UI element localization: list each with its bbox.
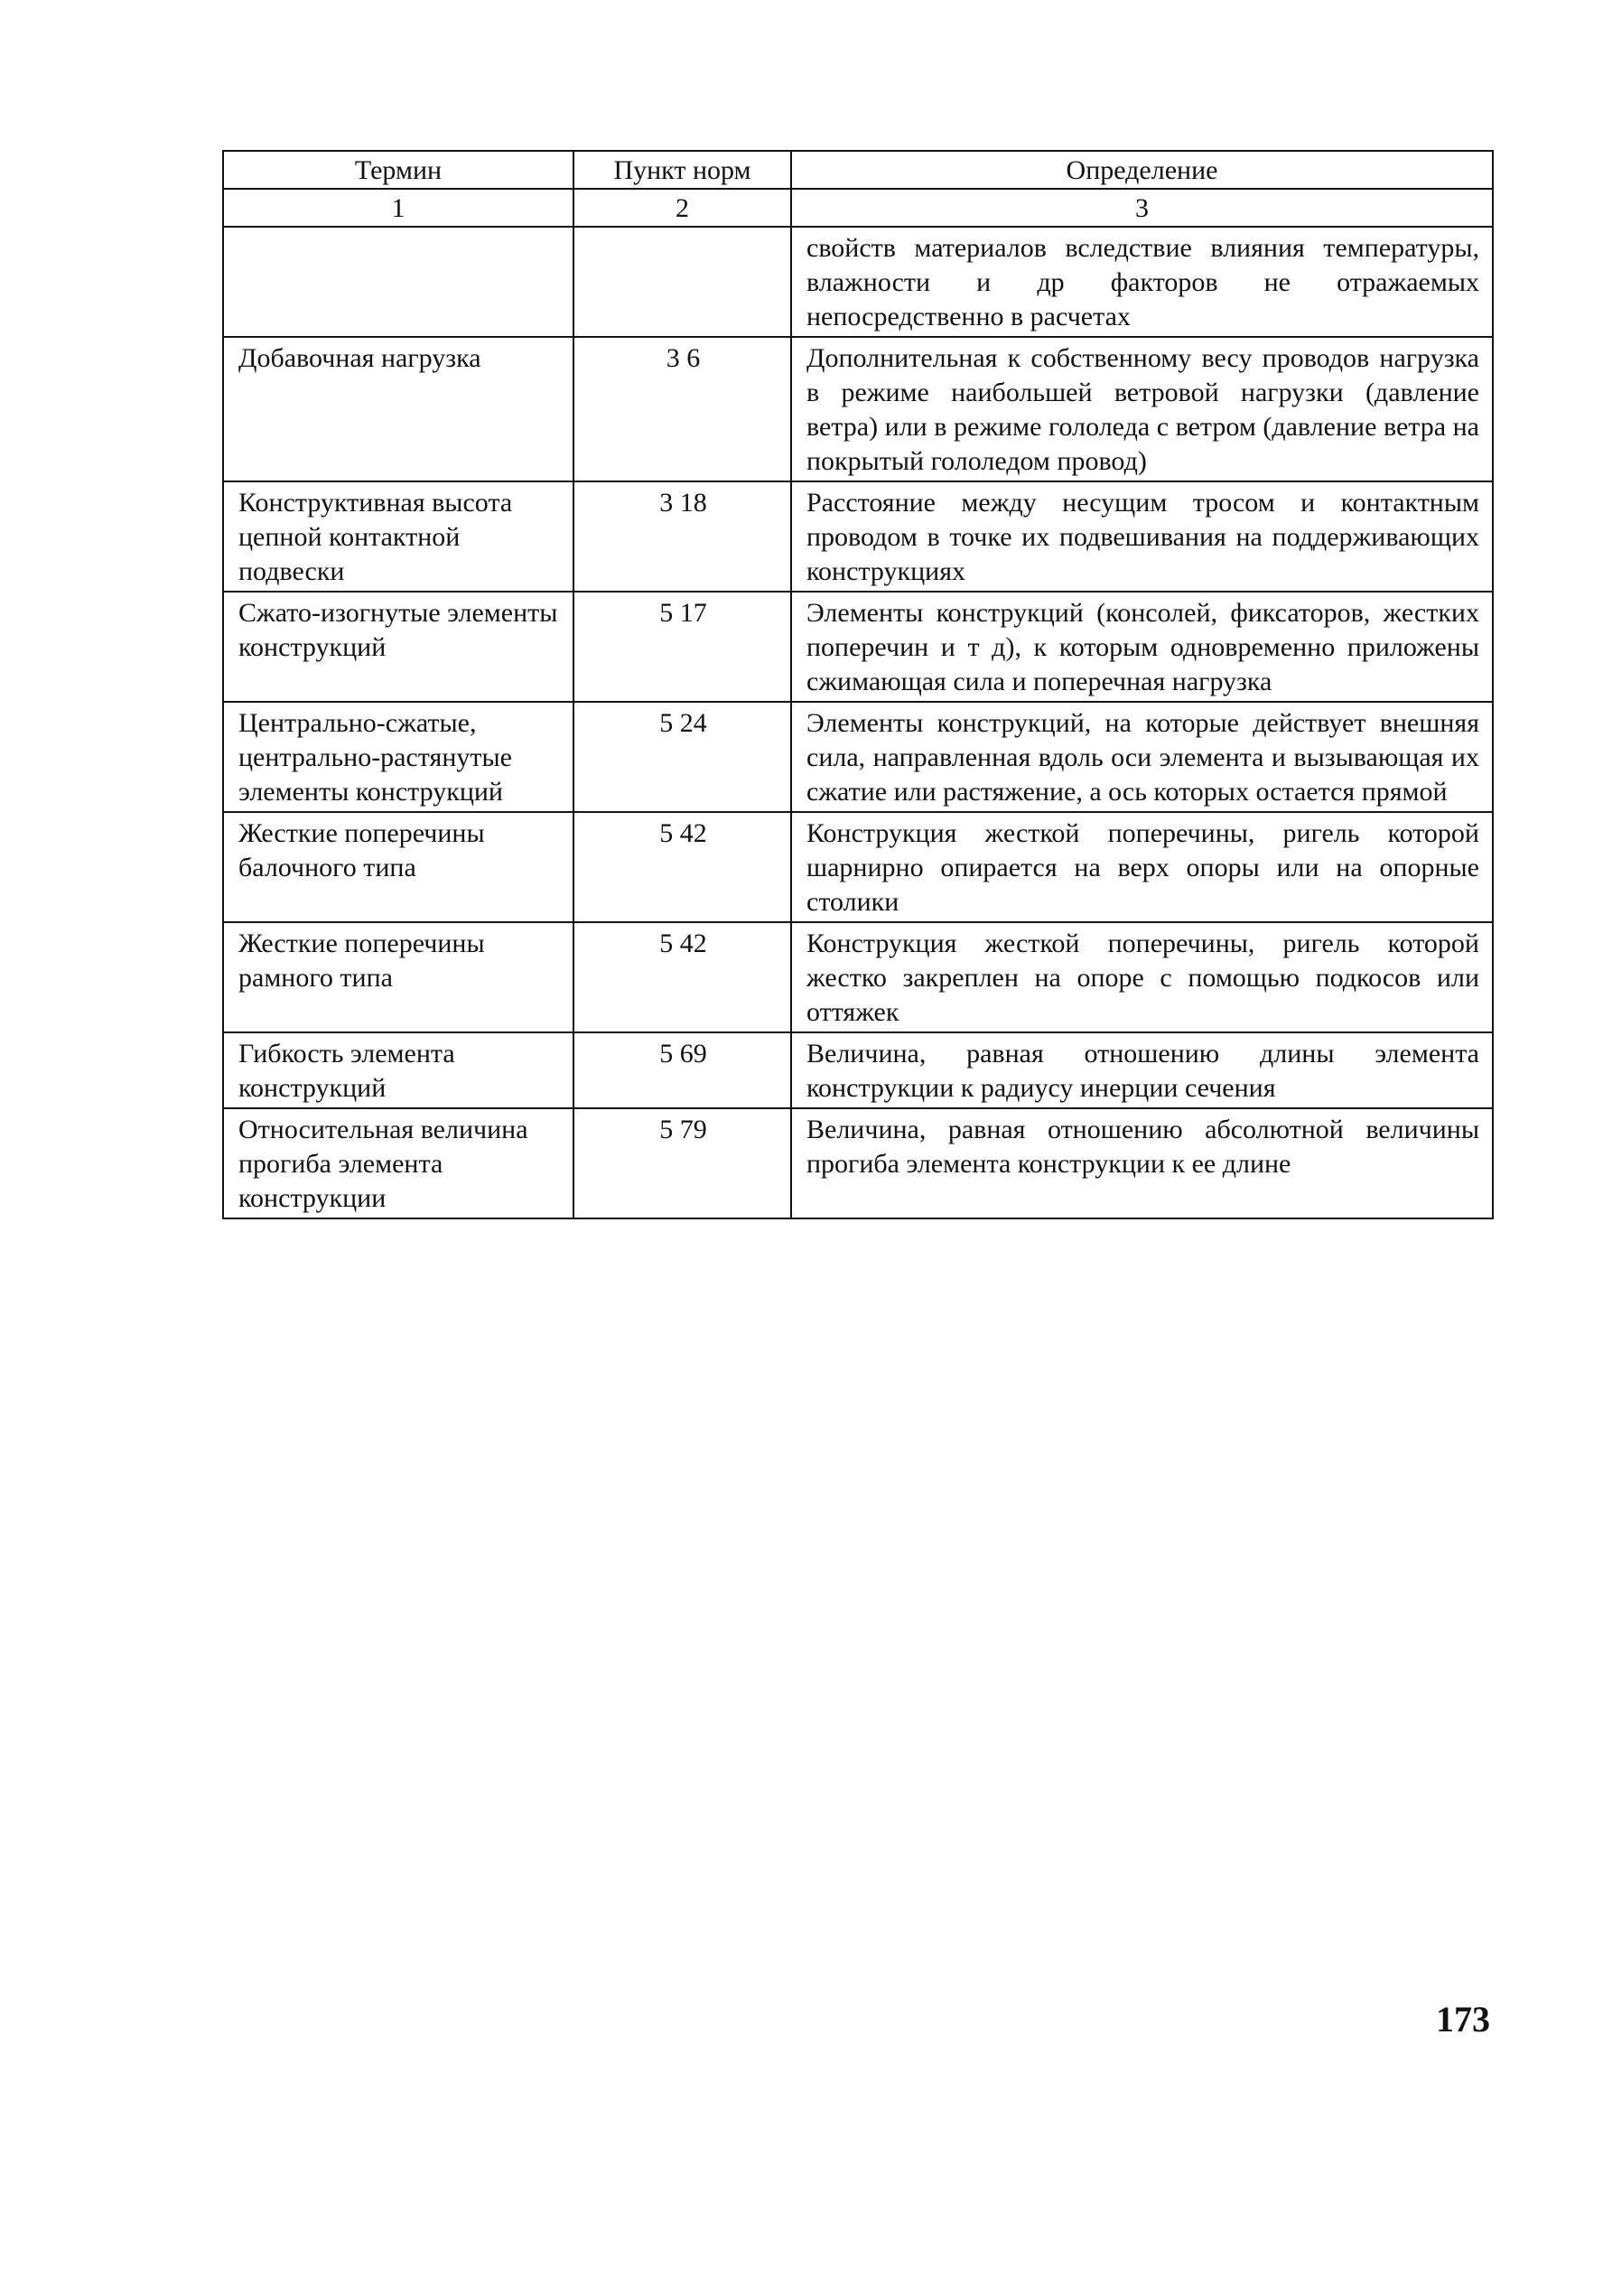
table-row	[223, 337, 1493, 481]
clause-cell: 3 6	[573, 337, 791, 481]
clause-cell: 3 18	[573, 481, 791, 592]
term-cell: Гибкость элемента конструкций	[223, 1032, 573, 1108]
clause-cell: 5 24	[573, 702, 791, 812]
terms-table	[222, 150, 1494, 1219]
clause-cell: 5 79	[573, 1108, 791, 1218]
column-number-1: 1	[223, 189, 573, 227]
table-row	[223, 481, 1493, 592]
column-number-2: 2	[573, 189, 791, 227]
clause-cell	[573, 227, 791, 337]
definition-cell: Конструкция жесткой поперечины, ригель которой шарнирно опирается на верх опоры или на опорные столики	[791, 812, 1493, 922]
definition-cell: свойств материалов вследствие влияния температуры, влажности и др факторов не отражаемых непосредственно в расчетах	[791, 227, 1493, 337]
table-row	[223, 812, 1493, 922]
header-clause: Пункт норм	[573, 151, 791, 189]
clause-cell: 5 69	[573, 1032, 791, 1108]
definition-cell: Элементы конструкций, на которые действует внешняя сила, направленная вдоль оси элемента и вызывающая их сжатие или растяжение, а ось которых остается прямой	[791, 702, 1493, 812]
header-definition: Определение	[791, 151, 1493, 189]
definition-cell: Дополнительная к собственному весу проводов нагрузка в режиме наибольшей ветровой нагрузки (давление ветра) или в режиме гололеда с ветром (давление ветра на покрытый гололедом провод)	[791, 337, 1493, 481]
table-row	[223, 592, 1493, 702]
definition-cell: Величина, равная отношению абсолютной величины прогиба элемента конструкции к ее длине	[791, 1108, 1493, 1218]
term-cell	[223, 227, 573, 337]
definition-cell: Конструкция жесткой поперечины, ригель которой жестко закреплен на опоре с помощью подкосов или оттяжек	[791, 922, 1493, 1032]
term-cell: Жесткие поперечины рамного типа	[223, 922, 573, 1032]
page-number: 173	[1436, 1999, 1490, 2039]
header-term: Термин	[223, 151, 573, 189]
term-cell: Центрально-сжатые, центрально-растянутые элементы конструкций	[223, 702, 573, 812]
clause-cell: 5 42	[573, 812, 791, 922]
term-cell: Жесткие поперечины балочного типа	[223, 812, 573, 922]
term-cell: Относительная величина прогиба элемента конструкции	[223, 1108, 573, 1218]
definition-cell: Расстояние между несущим тросом и контактным проводом в точке их подвешивания на поддерживающих конструкциях	[791, 481, 1493, 592]
term-cell: Конструктивная высота цепной контактной подвески	[223, 481, 573, 592]
table-row	[223, 227, 1493, 337]
column-number-3: 3	[791, 189, 1493, 227]
column-number-row	[223, 189, 1493, 227]
term-cell: Сжато-изогнутые элементы конструкций	[223, 592, 573, 702]
table-row	[223, 1108, 1493, 1218]
table-row	[223, 702, 1493, 812]
clause-cell: 5 17	[573, 592, 791, 702]
definition-cell: Элементы конструкций (консолей, фиксаторов, жестких поперечин и т д), к которым одновременно приложены сжимающая сила и поперечная нагрузка	[791, 592, 1493, 702]
definition-cell: Величина, равная отношению длины элемента конструкции к радиусу инерции сечения	[791, 1032, 1493, 1108]
term-cell: Добавочная нагрузка	[223, 337, 573, 481]
clause-cell: 5 42	[573, 922, 791, 1032]
table-row	[223, 922, 1493, 1032]
table-row	[223, 1032, 1493, 1108]
header-row	[223, 151, 1493, 189]
